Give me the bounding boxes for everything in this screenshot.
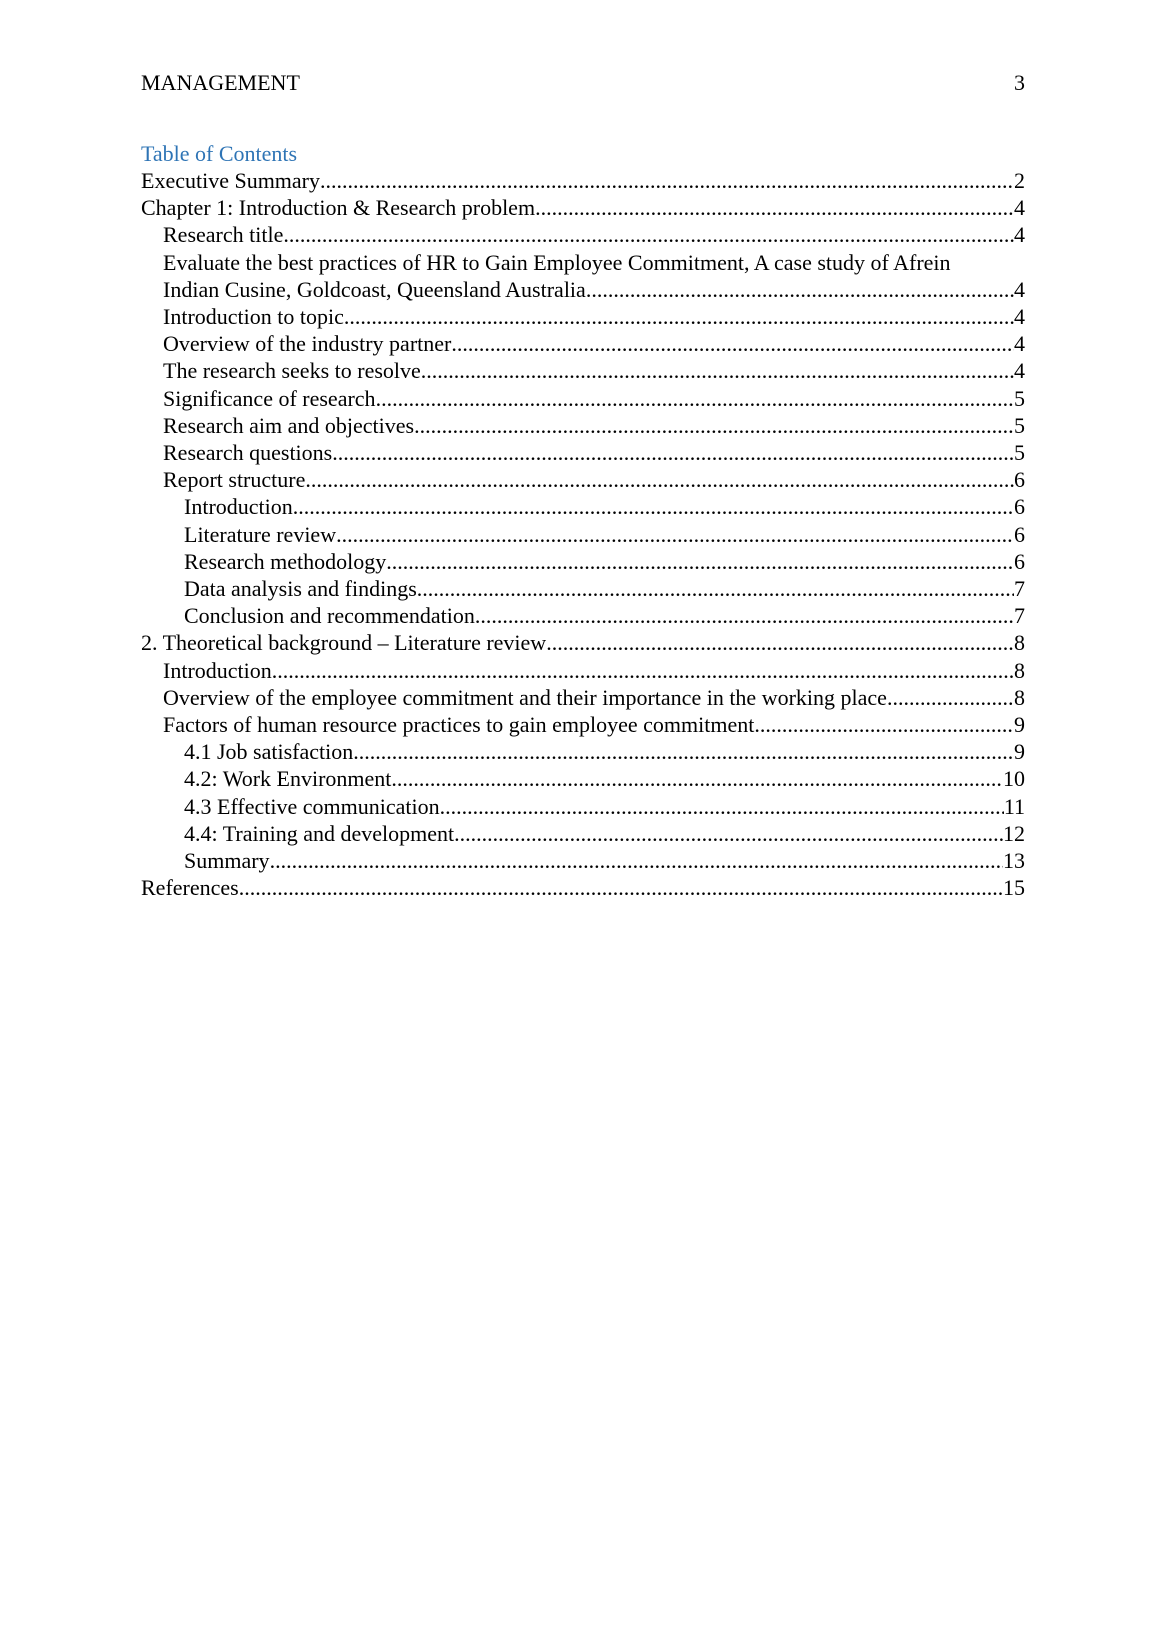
toc-entry[interactable] xyxy=(141,221,1025,248)
toc-dot-leader xyxy=(332,439,1014,466)
table-of-contents xyxy=(141,167,1025,901)
toc-entry-label: Research methodology xyxy=(184,548,387,574)
toc-entry-label: Research aim and objectives xyxy=(163,412,415,438)
toc-dot-leader xyxy=(336,521,1014,548)
toc-entry[interactable] xyxy=(141,602,1025,629)
toc-dot-leader xyxy=(754,711,1014,738)
toc-dot-leader xyxy=(344,303,1014,330)
toc-dot-leader xyxy=(305,466,1014,493)
toc-entry-label: The research seeks to resolve xyxy=(163,358,421,384)
toc-entry-label: Overview of the employee commitment and their importance in the working place xyxy=(163,684,887,710)
toc-entry-page: 6 xyxy=(1014,467,1025,493)
toc-entry-label: References xyxy=(141,875,239,901)
toc-entry-label: 2. Theoretical background – Literature review xyxy=(141,630,547,656)
toc-entry-page: 9 xyxy=(1014,739,1025,765)
toc-entry[interactable] xyxy=(141,847,1025,874)
toc-dot-leader xyxy=(270,847,1003,874)
toc-entry-page: 8 xyxy=(1014,657,1025,683)
toc-dot-leader xyxy=(320,167,1014,194)
toc-entry-label: Significance of research xyxy=(163,385,376,411)
toc-dot-leader xyxy=(376,385,1014,412)
toc-entry-page: 12 xyxy=(1003,820,1025,846)
toc-dot-leader xyxy=(451,330,1014,357)
toc-dot-leader xyxy=(586,276,1014,303)
toc-entry[interactable] xyxy=(141,629,1025,656)
toc-entry-label: Report structure xyxy=(163,467,306,493)
toc-entry-page: 4 xyxy=(1014,331,1025,357)
toc-dot-leader xyxy=(475,602,1014,629)
toc-entry-label: Research title xyxy=(163,222,284,248)
toc-entry-page: 5 xyxy=(1014,412,1025,438)
toc-entry-page: 4 xyxy=(1014,276,1025,302)
toc-entry[interactable] xyxy=(141,385,1025,412)
header-title: MANAGEMENT xyxy=(141,70,300,95)
toc-entry[interactable] xyxy=(141,711,1025,738)
toc-entry-label: Chapter 1: Introduction & Research problem xyxy=(141,195,536,221)
toc-dot-leader xyxy=(283,221,1014,248)
toc-entry[interactable] xyxy=(141,493,1025,520)
toc-entry-page: 11 xyxy=(1003,793,1025,819)
toc-entry-label: Introduction to topic xyxy=(163,304,344,330)
toc-entry-label: Introduction xyxy=(184,494,293,520)
toc-entry[interactable] xyxy=(141,793,1025,820)
toc-entry-label: Introduction xyxy=(163,657,272,683)
toc-dot-leader xyxy=(391,765,1003,792)
toc-entry-label: 4.4: Training and development xyxy=(184,820,455,846)
header-page-number: 3 xyxy=(1014,70,1025,95)
toc-entry-label-line2: Indian Cusine, Goldcoast, Queensland Australia xyxy=(163,276,586,302)
toc-entry[interactable] xyxy=(141,412,1025,439)
toc-dot-leader xyxy=(440,793,1004,820)
toc-entry[interactable] xyxy=(141,357,1025,384)
toc-entry-page: 8 xyxy=(1014,630,1025,656)
toc-dot-leader xyxy=(417,575,1014,602)
toc-entry-label-block xyxy=(163,249,1025,303)
toc-entry-label: Factors of human resource practices to gain employee commitment xyxy=(163,712,755,738)
toc-entry-label: Data analysis and findings xyxy=(184,576,417,602)
toc-entry[interactable] xyxy=(141,765,1025,792)
toc-entry-page: 4 xyxy=(1014,195,1025,221)
toc-entry-page: 4 xyxy=(1014,304,1025,330)
toc-entry[interactable] xyxy=(141,521,1025,548)
toc-dot-leader xyxy=(414,412,1014,439)
toc-entry[interactable] xyxy=(141,439,1025,466)
toc-dot-leader xyxy=(887,684,1014,711)
toc-entry-page: 5 xyxy=(1014,440,1025,466)
toc-entry-line2 xyxy=(163,276,1025,303)
toc-entry-page: 6 xyxy=(1014,548,1025,574)
toc-entry-label: 4.1 Job satisfaction xyxy=(184,739,354,765)
toc-entry-page: 13 xyxy=(1003,848,1025,874)
toc-heading: Table of Contents xyxy=(141,141,298,166)
toc-entry-label: 4.3 Effective communication xyxy=(184,793,440,819)
toc-entry-page: 8 xyxy=(1014,684,1025,710)
toc-entry-page: 7 xyxy=(1014,603,1025,629)
toc-entry[interactable] xyxy=(141,820,1025,847)
toc-dot-leader xyxy=(239,874,1003,901)
toc-entry[interactable] xyxy=(141,684,1025,711)
toc-entry-label: Research questions xyxy=(163,440,333,466)
toc-entry[interactable] xyxy=(141,575,1025,602)
toc-entry-page: 6 xyxy=(1014,494,1025,520)
toc-entry[interactable] xyxy=(141,303,1025,330)
toc-entry-label: Executive Summary xyxy=(141,168,321,193)
toc-entry[interactable] xyxy=(141,466,1025,493)
toc-dot-leader xyxy=(386,548,1014,575)
toc-entry-page: 4 xyxy=(1014,358,1025,384)
toc-entry[interactable] xyxy=(141,194,1025,221)
toc-dot-leader xyxy=(546,629,1014,656)
toc-entry-label: Literature review xyxy=(184,521,337,547)
toc-dot-leader xyxy=(454,820,1003,847)
toc-entry-label: Overview of the industry partner xyxy=(163,331,452,357)
toc-entry[interactable] xyxy=(141,249,1025,303)
toc-entry[interactable] xyxy=(141,657,1025,684)
toc-entry-page: 5 xyxy=(1014,385,1025,411)
toc-entry[interactable] xyxy=(141,548,1025,575)
toc-entry-label: 4.2: Work Environment xyxy=(184,766,392,792)
page-header xyxy=(141,68,1025,98)
toc-entry-page: 10 xyxy=(1003,766,1025,792)
toc-dot-leader xyxy=(353,738,1014,765)
toc-dot-leader xyxy=(272,657,1014,684)
toc-entry-page: 9 xyxy=(1014,712,1025,738)
toc-dot-leader xyxy=(293,493,1014,520)
toc-dot-leader xyxy=(421,357,1014,384)
toc-entry[interactable] xyxy=(141,330,1025,357)
toc-entry-page: 6 xyxy=(1014,521,1025,547)
toc-entry-label-line1: Evaluate the best practices of HR to Gain Employee Commitment, A case study of Afrein xyxy=(163,249,951,275)
toc-entry-page: 4 xyxy=(1014,222,1025,248)
toc-entry-page: 2 xyxy=(1014,168,1025,193)
toc-entry-page: 7 xyxy=(1014,576,1025,602)
toc-entry[interactable] xyxy=(141,874,1025,901)
toc-entry-label: Summary xyxy=(184,848,270,874)
toc-entry[interactable] xyxy=(141,167,1025,194)
toc-entry[interactable] xyxy=(141,738,1025,765)
toc-dot-leader xyxy=(535,194,1014,221)
toc-entry-label: Conclusion and recommendation xyxy=(184,603,475,629)
toc-entry-page: 15 xyxy=(1003,875,1025,901)
